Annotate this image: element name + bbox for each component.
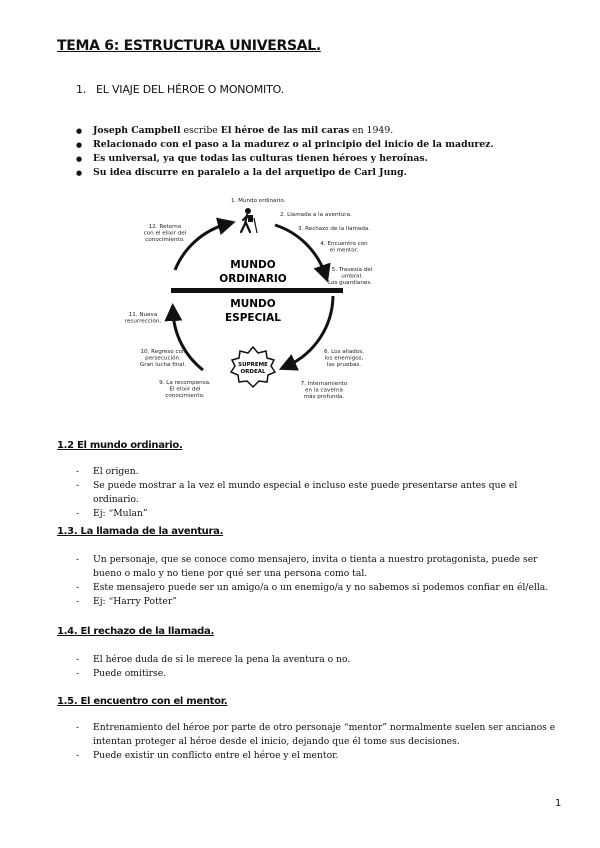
bullet-item: ● Relacionado con el paso a la madurez o al principio del inicio de la madurez.	[76, 138, 494, 152]
cycle-arrow	[275, 225, 325, 274]
bullet-text: escribe	[180, 125, 221, 136]
svg-text:ORDEAL: ORDEAL	[240, 369, 266, 375]
step-label-7: 7. Internamiento en la caverna más profunda.	[300, 381, 348, 400]
subsection-title: 1.2 El mundo ordinario.	[57, 440, 183, 451]
supreme-ordeal-badge	[231, 347, 275, 387]
list-item: - Un personaje, que se conoce como mensajero, invita o tienta a nuestro protagonista, puede ser bueno o malo y no tiene por qué ser una persona como tal.	[76, 553, 556, 581]
special-world-label: MUNDO	[230, 298, 276, 310]
hero-journey-diagram	[123, 190, 375, 406]
list-item: - Puede existir un conflicto entre el héroe y el mentor.	[76, 749, 556, 763]
bullet-text: en 1949.	[349, 125, 394, 136]
special-world-label: ESPECIAL	[224, 312, 282, 324]
world-divider	[171, 288, 343, 293]
page-number: 1	[555, 798, 562, 809]
section-number: 1.	[76, 83, 87, 96]
step-label-12: 12. Retorno con el elixir del conocimiento.	[143, 224, 187, 243]
bullet-item	[76, 124, 494, 138]
intro-bullet-list	[76, 124, 494, 180]
step-label-3: 3. Rechazo de la llamada.	[298, 226, 371, 232]
subsection-list	[76, 553, 556, 609]
section-title: EL VIAJE DEL HÉROE O MONOMITO.	[96, 83, 284, 96]
ordinary-world-label: MUNDO	[230, 259, 276, 271]
subsection-list	[76, 721, 556, 763]
book-title: El héroe de las mil caras	[220, 125, 350, 136]
subsection-title: 1.3. La llamada de la aventura.	[57, 526, 224, 537]
bullet-item: ● Su idea discurre en paralelo a la del arquetipo de Carl Jung.	[76, 166, 494, 180]
list-item: - Ej: “Harry Potter”	[76, 595, 556, 609]
list-item: - El héroe duda de si le merece la pena la aventura o no.	[76, 653, 556, 667]
list-item: - Ej: “Mulan”	[76, 507, 556, 521]
list-item: - Este mensajero puede ser un amigo/a o un enemigo/a y no sabemos si podemos confiar en él/ella.	[76, 581, 556, 595]
ordinary-world-label: ORDINARIO	[219, 273, 287, 285]
step-label-4: 4. Encuentro con el mentor.	[320, 241, 368, 254]
list-item: - Entrenamiento del héroe por parte de otro personaje “mentor” normalmente suelen ser ancianos e intentan proteger al héroe desde el inicio, dejando que él tome sus decisiones.	[76, 721, 556, 749]
subsection-title: 1.4. El rechazo de la llamada.	[57, 626, 214, 637]
svg-text:SUPREME: SUPREME	[238, 362, 268, 368]
list-item: - Se puede mostrar a la vez el mundo especial e incluso este puede presentarse antes que el ordinario.	[76, 479, 556, 507]
list-item: - Puede omitirse.	[76, 667, 556, 681]
list-item: - El origen.	[76, 465, 556, 479]
subsection-title: 1.5. El encuentro con el mentor.	[57, 696, 228, 707]
subsection-list	[76, 465, 556, 521]
step-label-6: 6. Los aliados, los enemigos, las pruebas.	[324, 349, 364, 368]
step-label-2: 2. Llamada a la aventura.	[280, 212, 352, 218]
author-name: Joseph Campbell	[93, 125, 181, 136]
step-label-9: 9. La recompensa. El elixir del conocimiento.	[159, 380, 211, 399]
section-heading	[76, 83, 284, 96]
step-label-11: 11. Nueva resurrección.	[124, 312, 162, 325]
bullet-item: ● Es universal, ya que todas las culturas tienen héroes y heroínas.	[76, 152, 494, 166]
document-title: TEMA 6: ESTRUCTURA UNIVERSAL.	[57, 38, 321, 54]
hiker-icon	[241, 208, 257, 233]
subsection-list	[76, 653, 556, 681]
step-label-1: 1. Mundo ordinario.	[231, 198, 286, 204]
step-label-5: 5. Travesía del umbral. Los guardianes.	[327, 267, 373, 286]
step-label-10: 10. Regreso con persecución. Gran lucha final.	[139, 349, 187, 368]
